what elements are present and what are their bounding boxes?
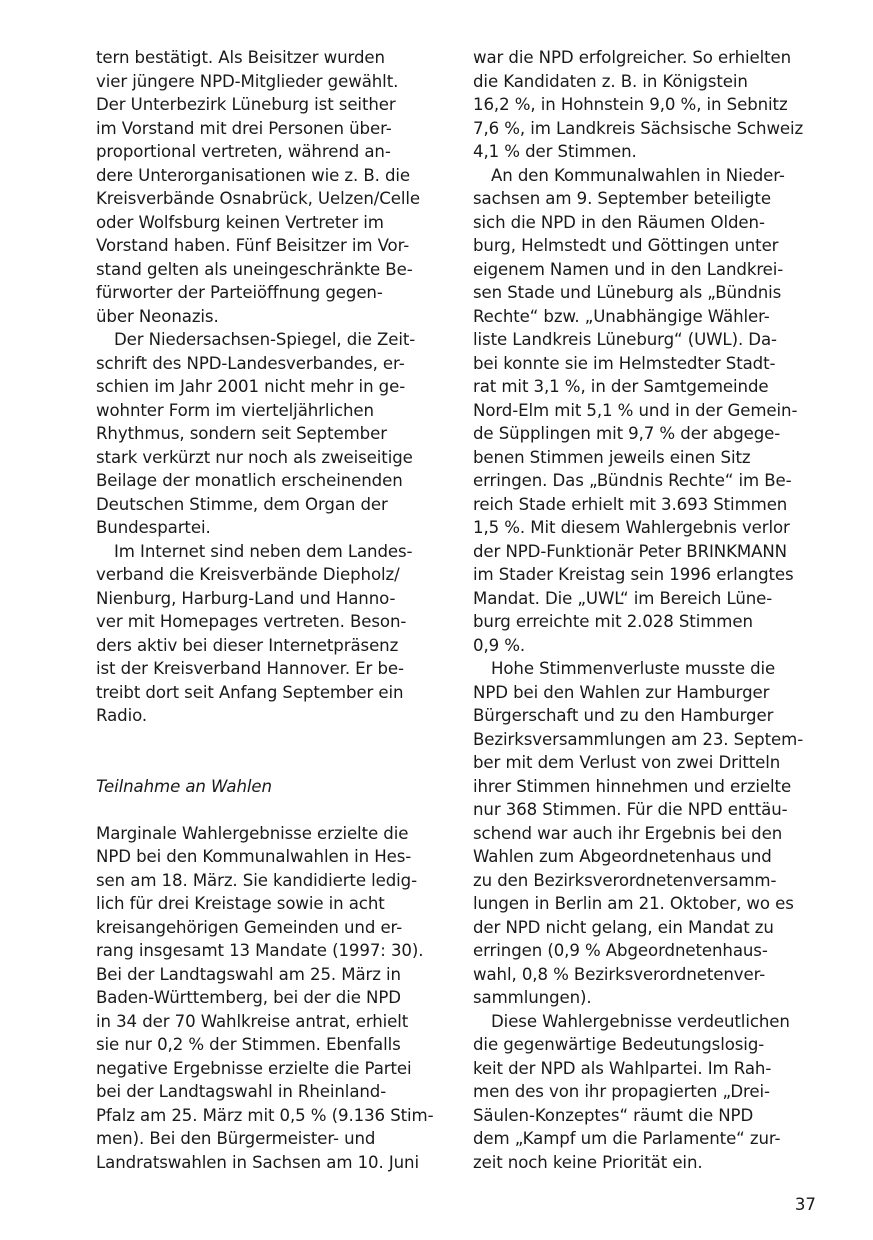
text-line: Bezirksversammlungen am 23. Septem- <box>473 729 804 749</box>
left-column <box>96 46 446 1174</box>
text-line: Rechte“ bzw. „Unabhängige Wähler- <box>473 306 770 326</box>
text-line: über Neonazis. <box>96 306 219 326</box>
text-line: ihrer Stimmen hinnehmen und erzielte <box>473 776 792 796</box>
text-line: 16,2 %, in Hohnstein 9,0 %, in Sebnitz <box>473 95 788 114</box>
text-line: Marginale Wahlergebnisse erzielte die <box>96 823 409 843</box>
text-line: oder Wolfsburg keinen Vertreter im <box>96 212 384 232</box>
text-line: tern bestätigt. Als Beisitzer wurden <box>96 48 385 67</box>
text-line: liste Landkreis Lüneburg“ (UWL). Da- <box>473 330 777 349</box>
text-line: Pfalz am 25. März mit 0,5 % (9.136 Stim- <box>96 1105 434 1125</box>
paragraph-vorstand <box>96 46 446 328</box>
text-line: ver mit Homepages vertreten. Beson- <box>96 612 407 631</box>
text-line: rat mit 3,1 %, in der Samtgemeinde <box>473 377 769 396</box>
text-line: bei konnte sie im Helmstedter Stadt- <box>473 353 776 373</box>
text-line: de Süpplingen mit 9,7 % der abgege- <box>473 424 781 443</box>
text-line: benen Stimmen jeweils einen Sitz <box>473 447 751 467</box>
text-line: stand gelten als uneingeschränkte Be- <box>96 259 413 279</box>
text-line: fürworter der Parteiöffnung gegen- <box>96 283 383 302</box>
text-line: Deutschen Stimme, dem Organ der <box>96 494 388 514</box>
text-line: vier jüngere NPD-Mitglieder gewählt. <box>96 71 399 91</box>
section-heading: Teilnahme an Wahlen <box>96 776 272 796</box>
text-line: schrift des NPD-Landesverbandes, er- <box>96 353 405 373</box>
text-line: Beilage der monatlich erscheinenden <box>96 471 403 490</box>
text-line: NPD bei den Wahlen zur Hamburger <box>473 682 770 702</box>
text-line: Kreisverbände Osnabrück, Uelzen/Celle <box>96 189 420 208</box>
text-line: schien im Jahr 2001 nicht mehr in ge- <box>96 377 406 396</box>
text-line: eigenem Namen und in den Landkrei- <box>473 259 784 279</box>
text-line: proportional vertreten, während an- <box>96 142 391 161</box>
text-line: men des von ihr propagierten „Drei- <box>473 1082 770 1101</box>
text-line: 7,6 %, im Landkreis Sächsische Schweiz <box>473 118 804 138</box>
text-line: 0,9 %. <box>473 635 526 655</box>
text-line: die gegenwärtige Bedeutungslosig- <box>473 1035 765 1054</box>
text-line: reich Stade erhielt mit 3.693 Stimmen <box>473 494 788 514</box>
text-line: Radio. <box>96 706 148 725</box>
text-line: wohnter Form im vierteljährlichen <box>96 400 374 420</box>
text-line: der NPD-Funktionär Peter BRINKMANN <box>473 541 787 561</box>
text-line: burg, Helmstedt und Göttingen unter <box>473 236 779 255</box>
text-line: Bundespartei. <box>96 518 211 537</box>
text-line: ist der Kreisverband Hannover. Er be- <box>96 659 404 678</box>
text-line: Nienburg, Harburg-Land und Hanno- <box>96 588 396 608</box>
text-line: verband die Kreisverbände Diepholz/ <box>96 565 400 584</box>
text-line: Diese Wahlergebnisse verdeutlichen <box>491 1011 790 1031</box>
paragraph-bedeutung <box>473 1010 823 1175</box>
text-line: treibt dort seit Anfang September ein <box>96 682 404 702</box>
text-line: Der Unterbezirk Lüneburg ist seither <box>96 95 396 114</box>
text-line: Bürgerschaft und zu den Hamburger <box>473 706 774 725</box>
paragraph-niedersachsen-spiegel <box>96 328 446 540</box>
text-line: der NPD nicht gelang, ein Mandat zu <box>473 917 774 937</box>
text-line: schend war auch ihr Ergebnis bei den <box>473 823 783 843</box>
paragraph-wahlen <box>96 822 446 1175</box>
text-line: 1,5 %. Mit diesem Wahlergebnis verlor <box>473 518 790 537</box>
text-line: rang insgesamt 13 Mandate (1997: 30). <box>96 941 424 960</box>
text-line: in 34 der 70 Wahlkreise antrat, erhielt <box>96 1011 409 1031</box>
text-line: Vorstand haben. Fünf Beisitzer im Vor- <box>96 236 410 255</box>
paragraph-niedersachsen-kommunalwahlen <box>473 164 823 658</box>
text-line: war die NPD erfolgreicher. So erhielten <box>473 48 792 67</box>
text-line: stark verkürzt nur noch als zweiseitige <box>96 447 413 467</box>
text-line: Mandat. Die „UWL“ im Bereich Lüne- <box>473 588 773 608</box>
text-line: sen am 18. März. Sie kandidierte ledig- <box>96 870 418 890</box>
text-line: bei der Landtagswahl in Rheinland- <box>96 1082 387 1101</box>
text-line: Säulen-Konzeptes“ räumt die NPD <box>473 1105 754 1125</box>
text-line: erringen. Das „Bündnis Rechte“ im Be- <box>473 471 792 490</box>
text-line: keit der NPD als Wahlpartei. Im Rah- <box>473 1058 772 1078</box>
text-line: sich die NPD in den Räumen Olden- <box>473 212 765 232</box>
text-line: Rhythmus, sondern seit September <box>96 424 387 443</box>
text-line: wahl, 0,8 % Bezirksverordnetenver- <box>473 964 766 984</box>
text-line: Im Internet sind neben dem Landes- <box>114 541 413 561</box>
right-column <box>473 46 823 1174</box>
text-line: sie nur 0,2 % der Stimmen. Ebenfalls <box>96 1035 401 1054</box>
text-line: Bei der Landtagswahl am 25. März in <box>96 964 401 984</box>
text-line: sen Stade und Lüneburg als „Bündnis <box>473 283 782 302</box>
text-line: Baden-Württemberg, bei der die NPD <box>96 988 401 1007</box>
text-line: burg erreichte mit 2.028 Stimmen <box>473 612 753 631</box>
text-line: 4,1 % der Stimmen. <box>473 142 637 161</box>
text-line: An den Kommunalwahlen in Nieder- <box>491 165 785 185</box>
text-line: ders aktiv bei dieser Internetpräsenz <box>96 635 399 655</box>
text-line: erringen (0,9 % Abgeordnetenhaus- <box>473 941 768 960</box>
text-line: negative Ergebnisse erzielte die Partei <box>96 1058 412 1078</box>
text-line: dem „Kampf um die Parlamente“ zur- <box>473 1129 781 1148</box>
text-line: zu den Bezirksverordnetenversamm- <box>473 870 777 890</box>
text-line: Der Niedersachsen-Spiegel, die Zeit- <box>114 330 416 349</box>
text-line: men). Bei den Bürgermeister- und <box>96 1129 376 1148</box>
page-number: 37 <box>794 1195 816 1214</box>
paragraph-sachsen <box>473 46 823 164</box>
text-line: sammlungen). <box>473 988 592 1007</box>
text-line: lich für drei Kreistage sowie in acht <box>96 894 385 913</box>
text-line: zeit noch keine Priorität ein. <box>473 1152 703 1172</box>
text-line: NPD bei den Kommunalwahlen in Hes- <box>96 847 412 866</box>
text-line: lungen in Berlin am 21. Oktober, wo es <box>473 894 794 913</box>
paragraph-hamburg-berlin <box>473 657 823 1010</box>
text-line: im Vorstand mit drei Personen über- <box>96 118 392 138</box>
text-line: im Stader Kreistag sein 1996 erlangtes <box>473 565 794 584</box>
text-line: Wahlen zum Abgeordnetenhaus und <box>473 847 772 866</box>
text-line: nur 368 Stimmen. Für die NPD enttäu- <box>473 800 788 819</box>
text-line: sachsen am 9. September beteiligte <box>473 189 771 208</box>
text-line: ber mit dem Verlust von zwei Dritteln <box>473 753 781 772</box>
text-line: Hohe Stimmenverluste musste die <box>491 659 776 678</box>
text-line: dere Unterorganisationen wie z. B. die <box>96 165 411 185</box>
text-line: Landratswahlen in Sachsen am 10. Juni <box>96 1152 419 1172</box>
text-line: kreisangehörigen Gemeinden und er- <box>96 917 403 937</box>
paragraph-internet <box>96 540 446 728</box>
text-line: die Kandidaten z. B. in Königstein <box>473 71 748 91</box>
text-line: Nord-Elm mit 5,1 % und in der Gemein- <box>473 400 798 420</box>
